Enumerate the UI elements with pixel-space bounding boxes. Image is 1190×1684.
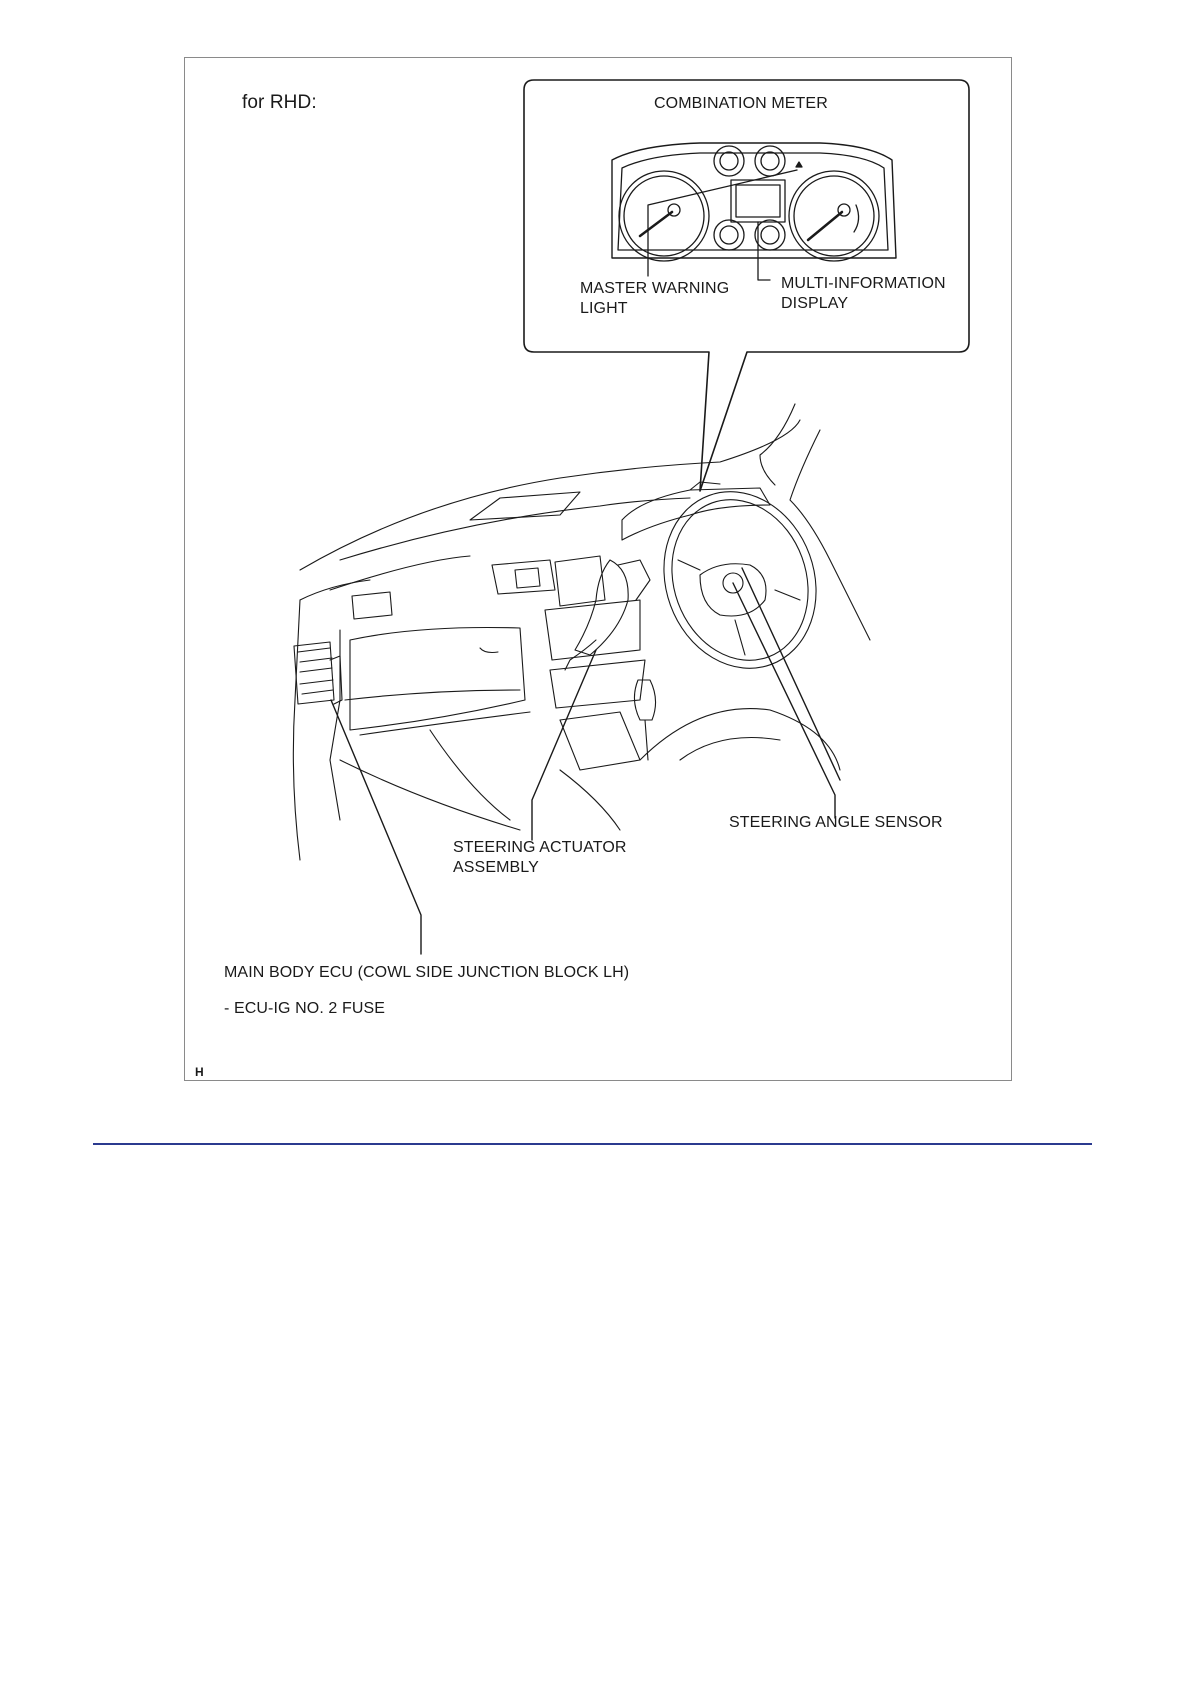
steering-angle-sensor-label: STEERING ANGLE SENSOR bbox=[729, 814, 943, 831]
ecu-fuse-label: - ECU-IG NO. 2 FUSE bbox=[224, 1000, 386, 1017]
variant-label: for RHD: bbox=[242, 92, 317, 113]
small-gauge bbox=[714, 146, 744, 176]
leader-lines bbox=[331, 568, 840, 954]
steering-actuator-label-line2: ASSEMBLY bbox=[453, 859, 539, 876]
steering-actuator bbox=[575, 560, 628, 655]
small-gauge bbox=[755, 146, 785, 176]
combination-meter-cluster bbox=[612, 143, 896, 280]
tachometer-gauge bbox=[619, 171, 709, 261]
combination-meter-label: COMBINATION METER bbox=[654, 95, 828, 112]
main-body-ecu-label: MAIN BODY ECU (COWL SIDE JUNCTION BLOCK LH) bbox=[224, 964, 630, 981]
master-warning-light-label-line1: MASTER WARNING bbox=[580, 280, 730, 297]
speedometer-gauge bbox=[789, 171, 879, 261]
steering-wheel bbox=[640, 470, 841, 690]
master-warning-light-label-line2: LIGHT bbox=[580, 300, 628, 317]
page-divider bbox=[93, 1143, 1092, 1145]
small-gauge bbox=[714, 220, 744, 250]
multi-information-display-label-line2: DISPLAY bbox=[781, 295, 849, 312]
steering-actuator-label-line1: STEERING ACTUATOR bbox=[453, 839, 627, 856]
small-gauge bbox=[755, 220, 785, 250]
multi-information-display bbox=[731, 180, 785, 222]
figure-code: H bbox=[195, 1065, 204, 1079]
multi-information-display-label-line1: MULTI-INFORMATION bbox=[781, 275, 946, 292]
dashboard-drawing bbox=[293, 404, 870, 860]
master-warning-light bbox=[796, 162, 802, 167]
